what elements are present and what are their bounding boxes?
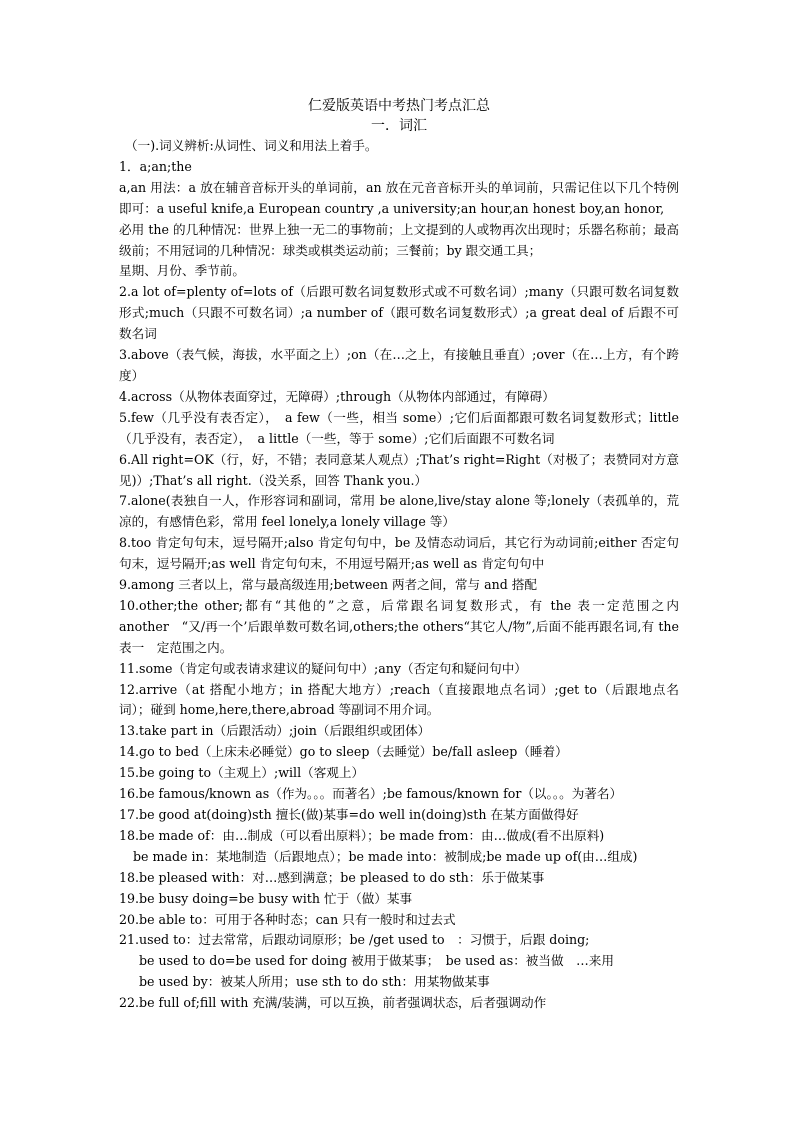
paragraph: （一).词义辨析:从词性、词义和用法上着手。 [125,138,378,153]
paragraph: be used to do=be used for doing 被用于做某事； be used as：被当做 …来用 [139,953,614,969]
paragraph: 16.be famous/known as（作为。。。而著名）;be famous/known for（以。。。为著名） [119,786,623,802]
document-title: 仁爱版英语中考热门考点汇总 [308,98,490,114]
paragraph: 1．a;an;the [119,158,192,174]
paragraph: 12.arrive（at 搭配小地方；in 搭配大地方）;reach（直接跟地点名词）;get to（后跟地点名 词）；碰到 home,here,there,abroad 等副词不用介词。 [119,681,692,718]
paragraph: 10.other;the other;都有“其他的”之意，后常跟名词复数形式，有 the 表一定范围之内 another “又/再一个’后跟单数可数名词,others;the others“其它人/物”,后面不能再跟名词,有 the 表一 定范围之内。 [119,597,679,655]
paragraph: 17.be good at(doing)sth 擅长(做)某事=do well in(doing)sth 在某方面做得好 [119,807,579,822]
paragraph: 9.among 三者以上，常与最高级连用;between 两者之间，常与 and 搭配 [119,577,537,593]
paragraph: 22.be full of;fill with 充满/装满，可以互换，前者强调状态，后者强调动作 [119,995,547,1011]
paragraph: be used by：被某人所用；use sth to do sth：用某物做某事 [139,974,490,990]
paragraph: be made in：某地制造（后跟地点）；be made into：被制成;be made up of(由…组成) [133,848,638,864]
paragraph: 13.take part in（后跟活动）;join（后跟组织或团体） [119,723,431,739]
paragraph: 6.All right=OK（行，好，不错；表同意某人观点）;That’s right=Right（对极了；表赞同对方意见)）;That’s all right.（没关系，回答 Thank you.） [119,451,679,488]
paragraph: 4.across（从物体表面穿过，无障碍）;through（从物体内部通过，有障碍） [119,388,555,404]
paragraph: 5.few（几乎没有表否定）， a few（一些，相当 some）;它们后面都跟可数名词复数形式；little（几乎没有，表否定）， a little（一些，等于 some）;它们后面跟不可数名词 [119,409,679,446]
paragraph: 14.go to bed（上床未必睡觉）go to sleep（去睡觉）be/fall asleep（睡着） [119,744,568,760]
paragraph: 18.be pleased with：对…感到满意；be pleased to do sth：乐于做某事 [119,869,545,885]
paragraph: 7.alone(表独自一人，作形容词和副词，常用 be alone,live/stay alone 等;lonely（表孤单的，荒凉的，有感情色彩，常用 feel lonely,a lonely village 等） [119,493,679,530]
paragraph: 2.a lot of=plenty of=lots of（后跟可数名词复数形式或不可数名词）;many（只跟可数名词复数形式;much（只跟不可数名词）;a number of（跟可数名词复数形式）;a great deal of 后跟不可数名词 [119,284,679,342]
paragraph: 18.be made of：由…制成（可以看出原料）；be made from：由…做成(看不出原料) [119,827,605,843]
paragraph: 20.be able to：可用于各种时态；can 只有一般时和过去式 [119,911,456,927]
paragraph: 8.too 肯定句句末，逗号隔开;also 肯定句句中，be 及情态动词后，其它行为动词前;either 否定句句末，逗号隔开;as well 肯定句句末，不用逗号隔开;as well as 肯定句句中 [119,535,679,572]
document-body [119,136,692,1014]
document-page [119,96,692,1014]
paragraph: 19.be busy doing=be busy with 忙于（做）某事 [119,890,413,906]
paragraph: 必用 the 的几种情况：世界上独一无二的事物前；上文提到的人或物再次出现时；乐器名称前；最高级前；不用冠词的几种情况：球类或棋类运动前；三餐前；by 跟交通工具； [119,221,679,258]
paragraph: a,an 用法：a 放在辅音音标开头的单词前，an 放在元音音标开头的单词前，只需记住以下几个特例即可：a useful knife,a European country ,a university;an hour,an honest boy,an honor, [119,179,679,216]
section-heading: 一．词汇 [371,118,427,134]
paragraph: 21.used to：过去常常，后跟动词原形；be /get used to ：习惯于，后跟 doing; [119,932,590,948]
paragraph: 星期、月份、季节前。 [119,263,245,279]
paragraph: 3.above（表气候，海拔，水平面之上）;on（在…之上，有接触且垂直）;over（在…上方，有个跨度） [119,347,679,383]
paragraph: 11.some（肯定句或表请求建议的疑问句中）;any（否定句和疑问句中） [119,660,527,676]
paragraph: 15.be going to（主观上）;will（客观上） [119,765,365,781]
